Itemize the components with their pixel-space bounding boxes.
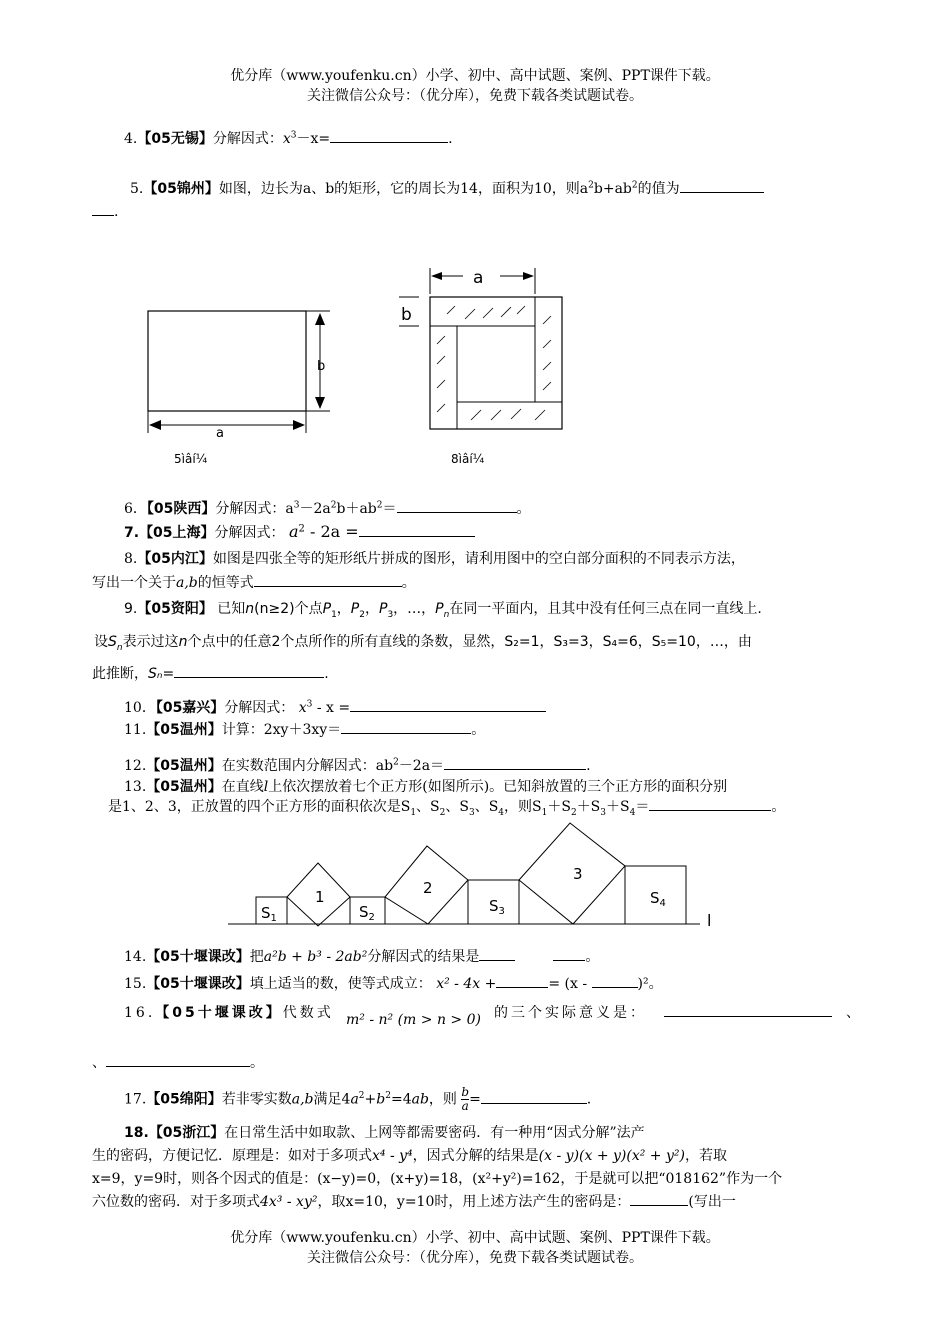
answer-blank[interactable] (649, 797, 771, 811)
answer-blank[interactable] (341, 720, 471, 734)
question-18-line2: 生的密码，方便记忆．原理是：如对于多项式x⁴ - y⁴，因式分解的结果是(x - y)(x + y)(x² + y²)，若取 (92, 1148, 727, 1164)
question-13-line2: 是1、2、3，正放置的四个正方形的面积依次是$S_1$、$S_2$、$S_3$、$S_4$，则$S_1+S_2+S_3+S_4=$ 。 (108, 799, 786, 818)
label-tilted-3: 3 (573, 865, 583, 883)
answer-blank[interactable] (359, 523, 475, 537)
answer-blank-2[interactable] (553, 947, 585, 961)
answer-blank-2[interactable] (592, 974, 638, 988)
answer-blank-cont[interactable] (92, 202, 114, 216)
answer-blank[interactable] (397, 499, 517, 513)
figure-13 (225, 818, 725, 930)
answer-blank[interactable] (444, 756, 586, 770)
rectangle-shape (148, 311, 306, 411)
question-16-text2: 的三个实际意义是： (494, 1005, 647, 1021)
answer-blank[interactable] (481, 1090, 587, 1104)
label-b: b (317, 359, 326, 374)
fraction-b-over-a: $\frac{b}{a}$ (461, 1085, 470, 1113)
tilted-square-3 (519, 823, 625, 924)
footer-line1: 优分库（www.youfenku.cn）小学、初中、高中试题、案例、PPT课件下载。 (230, 1230, 720, 1246)
question-12: 12.【05温州】在实数范围内分解因式：$ab^2-2a=$ . (124, 757, 591, 774)
label-s1: $S_1$ (261, 904, 277, 924)
answer-blank[interactable] (350, 698, 546, 712)
label-a: a (473, 268, 484, 288)
answer-blank[interactable] (174, 664, 324, 678)
question-5: 5.【05锦州】如图，边长为a、b的矩形，它的周长为14，面积为10，则$a^2b+ab^2$的值为 (130, 178, 764, 198)
question-18-line3: x=9，y=9时，则各个因式的值是：(x−y)=0，(x+y)=18，(x²+y²)=162，于是就可以把“018162”作为一个 (92, 1171, 783, 1187)
label-a: a (216, 426, 224, 441)
question-16-line2: 、 。 (92, 1055, 264, 1071)
label-tilted-1: 1 (315, 888, 325, 906)
label-b: b (401, 305, 412, 325)
answer-blank[interactable] (479, 947, 515, 961)
answer-blank-1[interactable] (664, 1003, 832, 1017)
question-15: 15.【05十堰课改】填上适当的数，使等式成立： x² - 4x + = (x - )²。 (124, 976, 663, 992)
question-17: 17.【05绵阳】若非零实数a,b满足$4a^2+b^2=4ab$，则 $\frac{b}{a}$ = . (124, 1085, 592, 1113)
label-tilted-2: 2 (423, 879, 433, 897)
label-s4: $S_4$ (650, 889, 666, 909)
header-line2: 关注微信公众号：（优分库），免费下载各类试题试卷。 (307, 88, 643, 104)
question-4: 4.【05无锡】分解因式：$x^3-x=$ . (124, 130, 453, 147)
question-6: 6．【05陕西】分解因式：$a^3-2a^2b+ab^2=$ 。 (124, 500, 531, 517)
question-18: 18.【05浙江】在日常生活中如取款、上网等都需要密码．有一种用“因式分解”法产 (124, 1125, 645, 1141)
question-16-expr: m² - n² (m > n > 0) (346, 1012, 481, 1028)
label-s3: $S_3$ (489, 897, 505, 917)
figure-5 (140, 300, 340, 470)
footer-line2: 关注微信公众号：（优分库），免费下载各类试题试卷。 (307, 1250, 643, 1266)
question-14: 14.【05十堰课改】把a²b + b³ - 2ab²分解因式的结果是 。 (124, 949, 600, 965)
answer-blank-1[interactable] (496, 974, 548, 988)
label-line-l: l (707, 911, 712, 930)
header-line1: 优分库（www.youfenku.cn）小学、初中、高中试题、案例、PPT课件下载。 (230, 68, 720, 84)
question-9: 9.【05资阳】 已知n(n≥2)个点$P_1$，$P_2$，$P_3$，…，$P_n$在同一平面内，且其中没有任何三点在同一直线上. (124, 601, 762, 620)
question-7: 7.【05上海】分解因式： $a^2 - 2a$ = (124, 522, 475, 542)
figure-8-caption: 8ìâí¼ (451, 452, 485, 466)
question-13: 13.【05温州】在直线l上依次摆放着七个正方形(如图所示)。已知斜放置的三个正方形的面积分别 (124, 779, 728, 795)
question-8-cont: 写出一个关于a,b的恒等式 。 (92, 575, 416, 591)
answer-blank-2[interactable] (106, 1053, 250, 1067)
figure-5-caption: 5ìâí¼ (174, 452, 208, 466)
answer-blank[interactable] (330, 129, 448, 143)
question-9-line2: 设$S_n$表示过这n个点中的任意2个点所作的所有直线的条数，显然，S₂=1，S₃=3，S₄=6，S₅=10，…，由 (94, 634, 752, 653)
figure-8 (395, 262, 575, 472)
label-s2: $S_2$ (359, 903, 375, 923)
question-10: 10．【05嘉兴】分解因式： $x^3$ - x = (124, 697, 546, 717)
answer-blank[interactable] (680, 179, 764, 193)
question-11: 11.【05温州】计算：2xy＋3xy＝ 。 (124, 722, 486, 738)
question-9-line3: 此推断，Sₙ= . (92, 666, 329, 682)
question-5-cont: . (92, 202, 118, 220)
question-8: 8.【05内江】如图是四张全等的矩形纸片拼成的图形，请利用图中的空白部分面积的不同表示方法， (124, 551, 745, 567)
question-16-blanks: 、 (664, 1002, 860, 1022)
answer-blank[interactable] (630, 1192, 688, 1206)
question-18-line4: 六位数的密码．对于多项式4x³ - xy²，取x=10，y=10时，用上述方法产生的密码是： (写出一 (92, 1194, 736, 1210)
question-16: 16.【05十堰课改】代数式 (124, 1005, 334, 1021)
answer-blank[interactable] (254, 573, 402, 587)
